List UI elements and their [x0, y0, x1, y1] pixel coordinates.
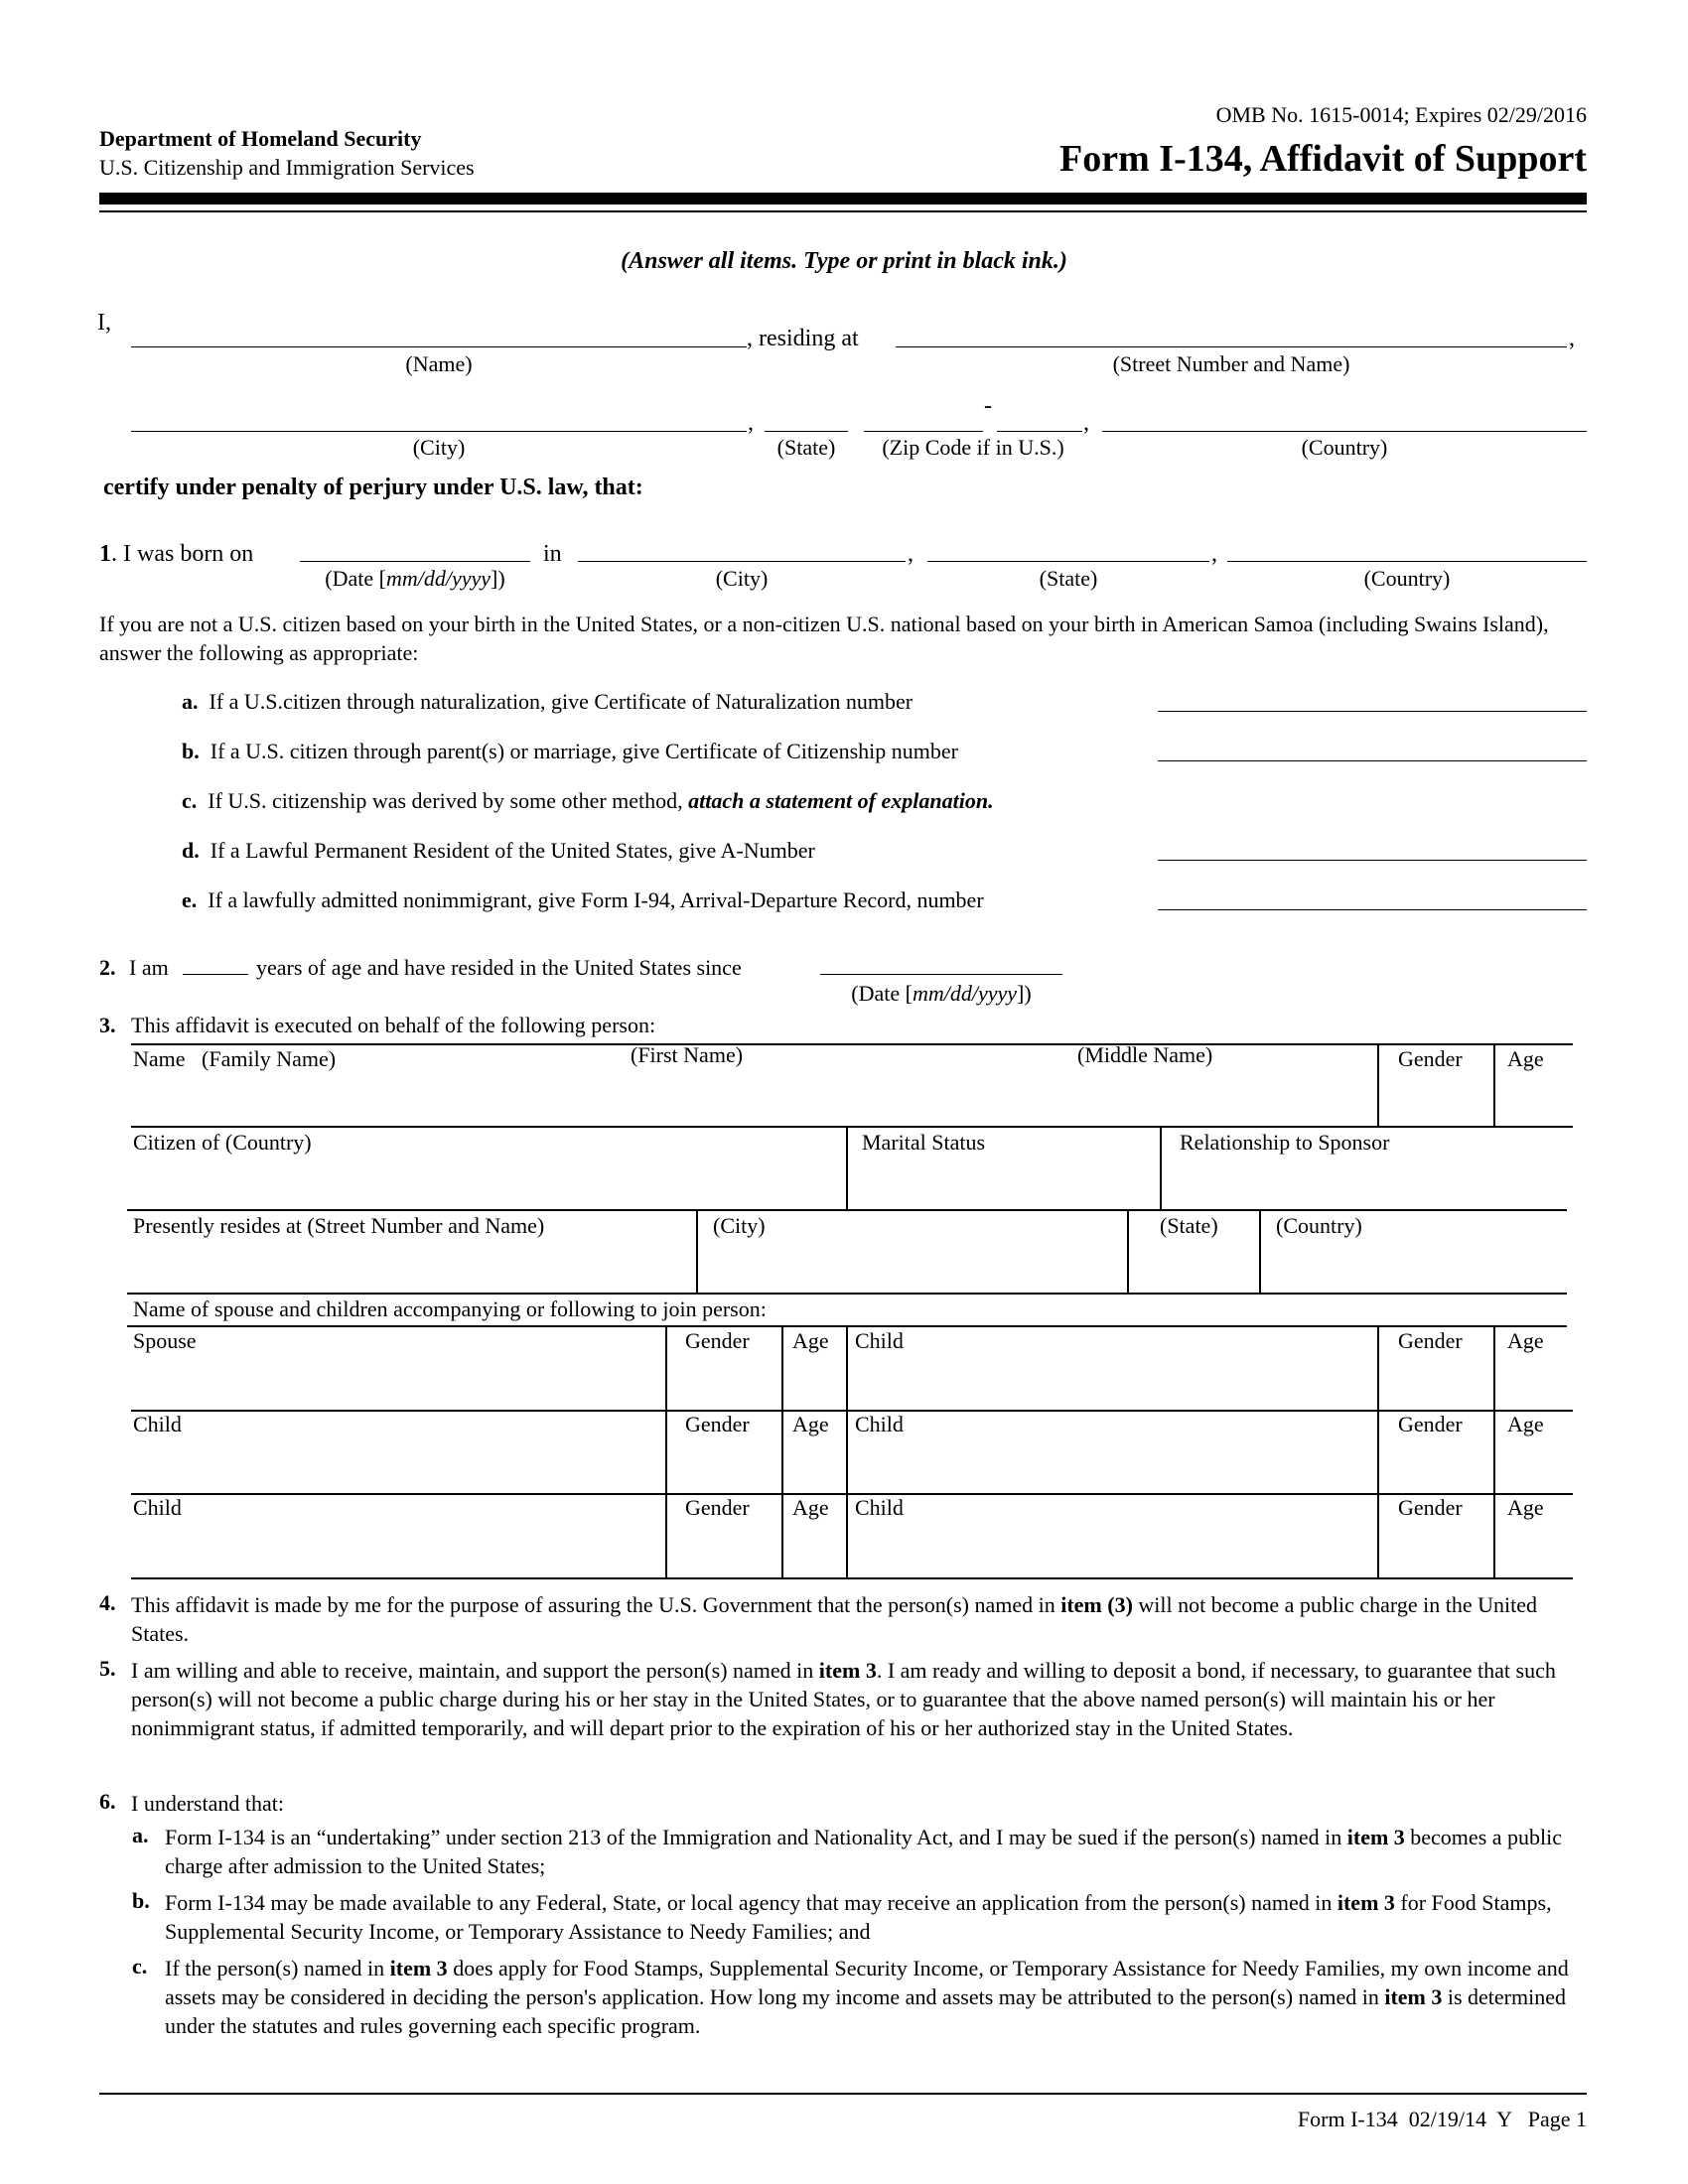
age-field[interactable] [183, 974, 248, 975]
residing-at-text: , residing at [747, 326, 859, 351]
naturalization-number-field[interactable] [1158, 711, 1587, 712]
child5-label: Child [855, 1495, 904, 1520]
table-top-rule [131, 1043, 1573, 1045]
residence-date-label: (Date [mm/dd/yyyy]) [851, 981, 1032, 1006]
resides-country-label: (Country) [1276, 1213, 1362, 1238]
intro-comma: , [1569, 326, 1575, 351]
sponsor-name-field[interactable] [131, 346, 747, 347]
item1-in: in [543, 541, 562, 567]
subitem-b: b. If a U.S. citizen through parent(s) or marriage, give Certificate of Citizenship number [182, 739, 958, 763]
birth-date-label: (Date [mm/dd/yyyy]) [325, 566, 505, 591]
birth-state-comma: , [1211, 541, 1217, 567]
street-label: (Street Number and Name) [1112, 351, 1350, 376]
item6b-letter: b. [132, 1888, 150, 1913]
item6c-text: If the person(s) named in item 3 does apply for Food Stamps, Supplemental Security Income, or Temporary Assistance for Needy Families, my own income and assets may be considered in deciding the person's application. How long my income and assets may be attributed to the person(s) named in item 3 is determined under the statutes and rules governing each specific program. [165, 1956, 1569, 2038]
child4-age-label: Age [792, 1495, 829, 1520]
birth-city-label: (City) [715, 566, 769, 591]
item3-number: 3. [99, 1013, 116, 1037]
child1-label: Child [855, 1328, 904, 1353]
zip-comma: , [1083, 410, 1089, 436]
form-title: Form I-134, Affidavit of Support [1059, 138, 1587, 180]
resides-city-label: (City) [713, 1213, 766, 1238]
birth-city-comma: , [908, 541, 914, 567]
item1-text: . I was born on [111, 541, 254, 567]
zip-dash: - [984, 393, 992, 419]
city-label: (City) [412, 435, 466, 460]
subitem-a: a. If a U.S.citizen through naturalization, give Certificate of Naturalization number [182, 689, 914, 714]
residence-date-field[interactable] [820, 974, 1062, 975]
subitem-c: c. If U.S. citizenship was derived by some other method, attach a statement of explanation. [182, 788, 994, 813]
instructions: (Answer all items. Type or print in black ink.) [621, 248, 1067, 274]
zip-label: (Zip Code if in U.S.) [882, 435, 1064, 460]
child2-age-label: Age [792, 1412, 829, 1436]
item6-number: 6. [99, 1789, 116, 1814]
relationship-label: Relationship to Sponsor [1180, 1130, 1390, 1155]
child4-label: Child [133, 1495, 182, 1520]
city-comma: , [748, 410, 754, 436]
subitem-d: d. If a Lawful Permanent Resident of the United States, give A-Number [182, 838, 815, 863]
department-name: Department of Homeland Security [99, 126, 422, 151]
presently-resides-label: Presently resides at (Street Number and Name) [133, 1213, 545, 1238]
agency-name: U.S. Citizenship and Immigration Services [99, 155, 475, 180]
footer-rule [99, 2093, 1587, 2095]
item1-number: 1 [99, 541, 111, 567]
middle-name-label: (Middle Name) [1077, 1042, 1213, 1067]
item6c-letter: c. [132, 1954, 148, 1979]
sponsor-zip-field[interactable] [864, 431, 983, 432]
item6-text: I understand that: [131, 1791, 284, 1816]
spouse-label: Spouse [133, 1328, 197, 1353]
birth-country-label: (Country) [1363, 566, 1451, 591]
citizen-of-label: Citizen of (Country) [133, 1130, 312, 1155]
birth-date-field[interactable] [300, 561, 530, 562]
omb-number: OMB No. 1615-0014; Expires 02/29/2016 [1215, 102, 1587, 127]
child3-age-label: Age [1507, 1412, 1544, 1436]
footer-text: Form I-134 02/19/14 Y Page 1 [1297, 2107, 1587, 2131]
item5-text: I am willing and able to receive, maintain, and support the person(s) named in item 3. I am ready and willing to deposit a bond, if necessary, to guarantee that such person(s) will not become a public charge during his or her stay in the United States, or to guarantee that the above named person(s) will maintain his or her nonimmigrant status, if admitted temporarily, and will depart prior to the expiration of his or her authorized stay in the United States. [131, 1658, 1556, 1740]
item6a-letter: a. [132, 1823, 149, 1847]
certify-statement: certify under penalty of perjury under U.S. law, that: [103, 475, 643, 500]
item2-pre: I am [129, 955, 169, 980]
birth-city-field[interactable] [578, 561, 906, 562]
birth-country-field[interactable] [1227, 561, 1587, 562]
marital-status-label: Marital Status [862, 1130, 986, 1155]
child3-gender-label: Gender [1398, 1412, 1463, 1436]
header-thick-rule [99, 193, 1587, 205]
sponsor-city-field[interactable] [131, 431, 747, 432]
sponsor-state-field[interactable] [765, 431, 848, 432]
birth-state-field[interactable] [927, 561, 1209, 562]
item3-text: This affidavit is executed on behalf of the following person: [131, 1013, 656, 1037]
child2-gender-label: Gender [685, 1412, 750, 1436]
item1-row [99, 541, 253, 568]
non-citizen-note: If you are not a U.S. citizen based on your birth in the United States, or a non-citizen U.S. national based on your birth in American Samoa (including Swains Island), answer the following as appropriate: [99, 612, 1549, 665]
accompanying-label: Name of spouse and children accompanying or following to join person: [133, 1297, 767, 1321]
i94-number-field[interactable] [1158, 909, 1587, 910]
item2-number: 2. [99, 955, 116, 980]
child4-gender-label: Gender [685, 1495, 750, 1520]
child5-gender-label: Gender [1398, 1495, 1463, 1520]
country-label: (Country) [1301, 435, 1388, 460]
child1-gender-label: Gender [1398, 1328, 1463, 1353]
age-label: Age [1507, 1046, 1544, 1071]
item6a-text: Form I-134 is an “undertaking” under section 213 of the Immigration and Nationality Act, and I may be sued if the person(s) named in item 3 becomes a public charge after admission to the United States; [165, 1825, 1563, 1878]
birth-state-label: (State) [1039, 566, 1098, 591]
item6b-text: Form I-134 may be made available to any Federal, State, or local agency that may receive an application from the person(s) named in item 3 for Food Stamps, Supplemental Security Income, or Temporary Assistance to Needy Families; and [165, 1890, 1552, 1944]
header-thin-rule [99, 210, 1587, 212]
spouse-age-label: Age [792, 1328, 829, 1353]
child1-age-label: Age [1507, 1328, 1544, 1353]
first-name-label: (First Name) [631, 1042, 744, 1067]
item2-mid: years of age and have resided in the United States since [256, 955, 742, 980]
citizenship-number-field[interactable] [1158, 760, 1587, 761]
subitem-e: e. If a lawfully admitted nonimmigrant, give Form I-94, Arrival-Departure Record, number [182, 887, 984, 912]
name-label: (Name) [405, 351, 473, 376]
child3-label: Child [855, 1412, 904, 1436]
resides-state-label: (State) [1160, 1213, 1218, 1238]
item4-number: 4. [99, 1590, 116, 1615]
intro-i: I, [97, 310, 111, 336]
sponsor-country-field[interactable] [1102, 431, 1587, 432]
a-number-field[interactable] [1158, 860, 1587, 861]
name-label-cell: Name (Family Name) [133, 1046, 337, 1071]
state-label: (State) [776, 435, 836, 460]
item4-text: This affidavit is made by me for the purpose of assuring the U.S. Government that the person(s) named in item (3) will not become a public charge in the United States. [131, 1592, 1537, 1646]
item5-number: 5. [99, 1656, 116, 1681]
child5-age-label: Age [1507, 1495, 1544, 1520]
gender-label: Gender [1398, 1046, 1463, 1071]
sponsor-street-field[interactable] [896, 346, 1567, 347]
spouse-gender-label: Gender [685, 1328, 750, 1353]
sponsor-zip-ext-field[interactable] [997, 431, 1082, 432]
child2-label: Child [133, 1412, 182, 1436]
